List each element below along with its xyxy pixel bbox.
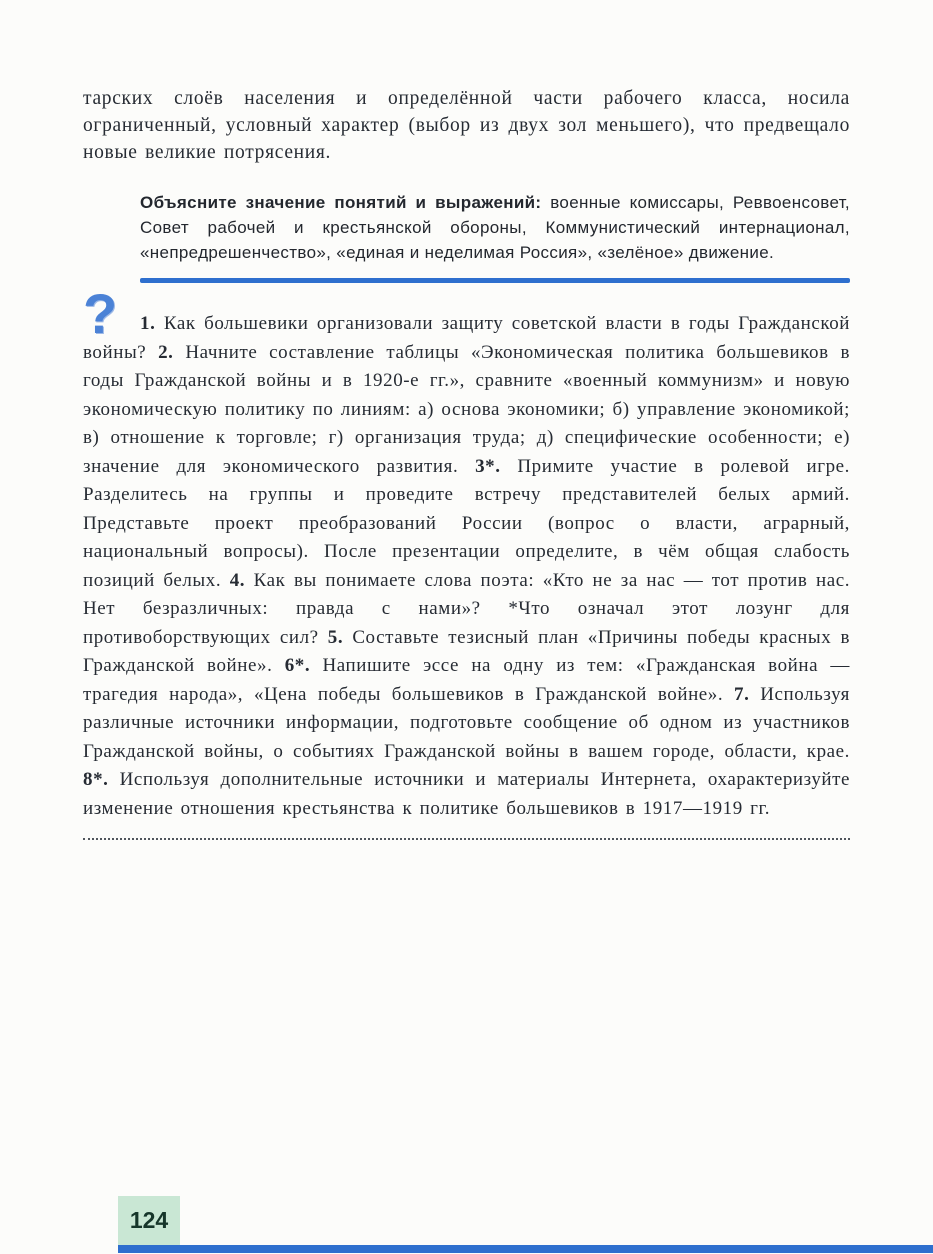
question-number: 4. bbox=[229, 569, 246, 591]
task-block bbox=[140, 190, 850, 265]
intro-paragraph: тарских слоёв населения и определённой части рабочего класса, носила ограниченный, условный характер (выбор из двух зол меньшего), что предвещало новые великие потрясения. bbox=[83, 88, 850, 163]
bottom-rule bbox=[118, 1245, 933, 1253]
question-number: 2. bbox=[158, 341, 174, 363]
dotted-separator bbox=[83, 838, 850, 840]
question-number: 8*. bbox=[83, 769, 109, 790]
question-number: 6*. bbox=[284, 655, 311, 676]
question-number: 7. bbox=[734, 683, 750, 705]
question-number: 3*. bbox=[475, 455, 501, 477]
question-mark-icon: ? bbox=[83, 282, 118, 345]
question-number: 1. bbox=[140, 313, 156, 334]
questions-paragraph bbox=[83, 310, 850, 823]
section-divider-rule bbox=[140, 278, 850, 283]
question-text: Начните составление таблицы «Экономическая политика большевиков в годы Гражданской войны и в 1920-е гг.», сравните «военный коммунизм» и новую экономическую политику по линиям: а) основа экономики; б) управление экономикой; в) отношение к торговле; г) организация труда; д) специфические особенности; е) значение для экономического развития. bbox=[83, 341, 850, 477]
question-text: Используя различные источники информации, подготовьте сообщение об одном из участников Гражданской войны, о событиях Гражданской войны в вашем городе, области, крае. bbox=[83, 683, 850, 762]
task-lead: Объясните значение понятий и выражений: bbox=[140, 193, 542, 212]
question-text: Как вы понимаете слова поэта: «Кто не за нас — тот против нас. Нет безразличных: правда с нами»? *Что означал этот лозунг для противоборствующих сил? bbox=[83, 569, 851, 648]
question-text: Используя дополнительные источники и материалы Интернета, охарактеризуйте изменение отношения крестьянства к политике большевиков в 1917—1919 гг. bbox=[83, 769, 850, 819]
questions-section bbox=[83, 282, 851, 823]
question-text: Примите участие в ролевой игре. Разделитесь на группы и проведите встречу представителей белых армий. Представьте проект преобразований России (вопрос о власти, аграрный, национальный вопросы). После презентации определите, в чём общая слабость позиций белых. bbox=[83, 455, 850, 591]
question-text: Как большевики организовали защиту советской власти в годы Гражданской войны? bbox=[83, 313, 850, 363]
page-number-badge bbox=[118, 1196, 180, 1245]
page-number: 124 bbox=[129, 1207, 169, 1233]
task-body: военные комиссары, Реввоенсовет, Совет рабочей и крестьянской обороны, Коммунистический интернационал, «непредрешенчество», «единая и неделимая Россия», «зелёное» движение. bbox=[140, 193, 850, 262]
question-number: 5. bbox=[327, 626, 344, 648]
page-content bbox=[83, 85, 850, 840]
question-text: Составьте тезисный план «Причины победы красных в Гражданской войне». bbox=[83, 626, 850, 676]
question-text: Напишите эссе на одну из тем: «Гражданская война — трагедия народа», «Цена победы большевиков в Гражданской войне». bbox=[83, 655, 850, 705]
